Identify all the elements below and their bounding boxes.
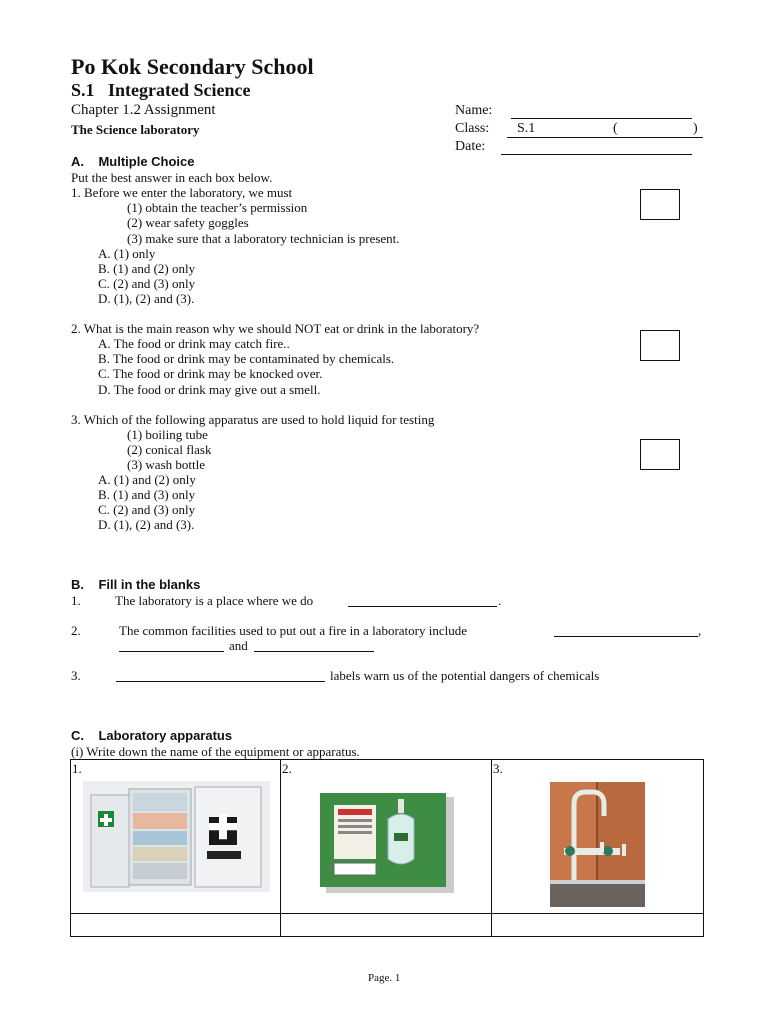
- eyewash-station-image: [316, 789, 457, 895]
- b2-blank-3[interactable]: [254, 639, 374, 652]
- q3-answer-box[interactable]: [640, 439, 680, 470]
- b2-text: The common facilities used to put out a fire in a laboratory include: [119, 623, 468, 638]
- b1-blank[interactable]: [348, 594, 497, 607]
- apparatus-table: [70, 759, 704, 937]
- q3-text: 3. Which of the following apparatus are used to hold liquid for testing: [71, 412, 435, 427]
- q2-text: 2. What is the main reason why we should NOT eat or drink in the laboratory?: [71, 321, 480, 336]
- b3-number: 3.: [71, 668, 81, 683]
- q3-option: D. (1), (2) and (3).: [98, 517, 195, 532]
- table-col-divider: [280, 760, 281, 936]
- section-a-instruction: Put the best answer in each box below.: [71, 170, 273, 185]
- q2-option: D. The food or drink may give out a smell.: [98, 382, 321, 397]
- b2-blank-2[interactable]: [119, 639, 224, 652]
- q1-answer-box[interactable]: [640, 189, 680, 220]
- name-label: Name:: [455, 103, 493, 118]
- section-c-title: C. Laboratory apparatus: [71, 728, 233, 743]
- date-label: Date:: [455, 139, 486, 154]
- cell-label-1: 1.: [72, 761, 82, 776]
- b3-blank[interactable]: [116, 669, 325, 682]
- section-a-title: A. Multiple Choice: [71, 154, 195, 169]
- name-field[interactable]: [511, 106, 692, 119]
- q1-item: (3) make sure that a laboratory technician is present.: [127, 231, 400, 246]
- b2-and: and: [229, 638, 248, 653]
- q1-option: D. (1), (2) and (3).: [98, 291, 195, 306]
- answer-cell-1[interactable]: [71, 914, 280, 936]
- q1-text: 1. Before we enter the laboratory, we must: [71, 185, 293, 200]
- q3-item: (2) conical flask: [127, 442, 212, 457]
- q1-item: (2) wear safety goggles: [127, 215, 249, 230]
- answer-cell-3[interactable]: [492, 914, 703, 936]
- q2-option: B. The food or drink may be contaminated by chemicals.: [98, 351, 395, 366]
- class-paren-open: (: [613, 121, 618, 136]
- q2-answer-box[interactable]: [640, 330, 680, 361]
- q1-option: C. (2) and (3) only: [98, 276, 196, 291]
- q3-option: B. (1) and (3) only: [98, 487, 196, 502]
- cell-label-3: 3.: [493, 761, 503, 776]
- q1-option: A. (1) only: [98, 246, 156, 261]
- topic-title: The Science laboratory: [71, 122, 200, 137]
- class-field[interactable]: [507, 121, 703, 138]
- section-c-instruction: (i) Write down the name of the equipment or apparatus.: [71, 744, 360, 759]
- class-label: Class:: [455, 121, 490, 136]
- b1-period: .: [498, 593, 502, 608]
- b2-number: 2.: [71, 623, 81, 638]
- b1-number: 1.: [71, 593, 81, 608]
- b2-comma: ,: [698, 623, 702, 638]
- chapter-title: Chapter 1.2 Assignment: [71, 102, 216, 118]
- cell-label-2: 2.: [282, 761, 292, 776]
- class-paren-close: ): [693, 121, 698, 136]
- b1-text: The laboratory is a place where we do: [115, 593, 314, 608]
- b2-blank-1[interactable]: [554, 624, 698, 637]
- q3-option: C. (2) and (3) only: [98, 502, 196, 517]
- q3-option: A. (1) and (2) only: [98, 472, 196, 487]
- q1-option: B. (1) and (2) only: [98, 261, 196, 276]
- date-field[interactable]: [501, 142, 692, 155]
- q3-item: (1) boiling tube: [127, 427, 208, 442]
- first-aid-kit-image: [83, 781, 270, 892]
- q3-item: (3) wash bottle: [127, 457, 205, 472]
- b3-text: labels warn us of the potential dangers of chemicals: [330, 668, 600, 683]
- table-col-divider: [491, 760, 492, 936]
- page-number: Page. 1: [368, 972, 401, 984]
- q2-option: C. The food or drink may be knocked over.: [98, 366, 323, 381]
- school-name: Po Kok Secondary School: [71, 54, 314, 79]
- q1-item: (1) obtain the teacher’s permission: [127, 200, 308, 215]
- section-b-title: B. Fill in the blanks: [71, 577, 201, 592]
- answer-cell-2[interactable]: [281, 914, 491, 936]
- subject-title: S.1 Integrated Science: [71, 80, 251, 100]
- laboratory-faucet-image: [550, 782, 645, 907]
- q2-option: A. The food or drink may catch fire..: [98, 336, 290, 351]
- class-value: S.1: [517, 121, 536, 136]
